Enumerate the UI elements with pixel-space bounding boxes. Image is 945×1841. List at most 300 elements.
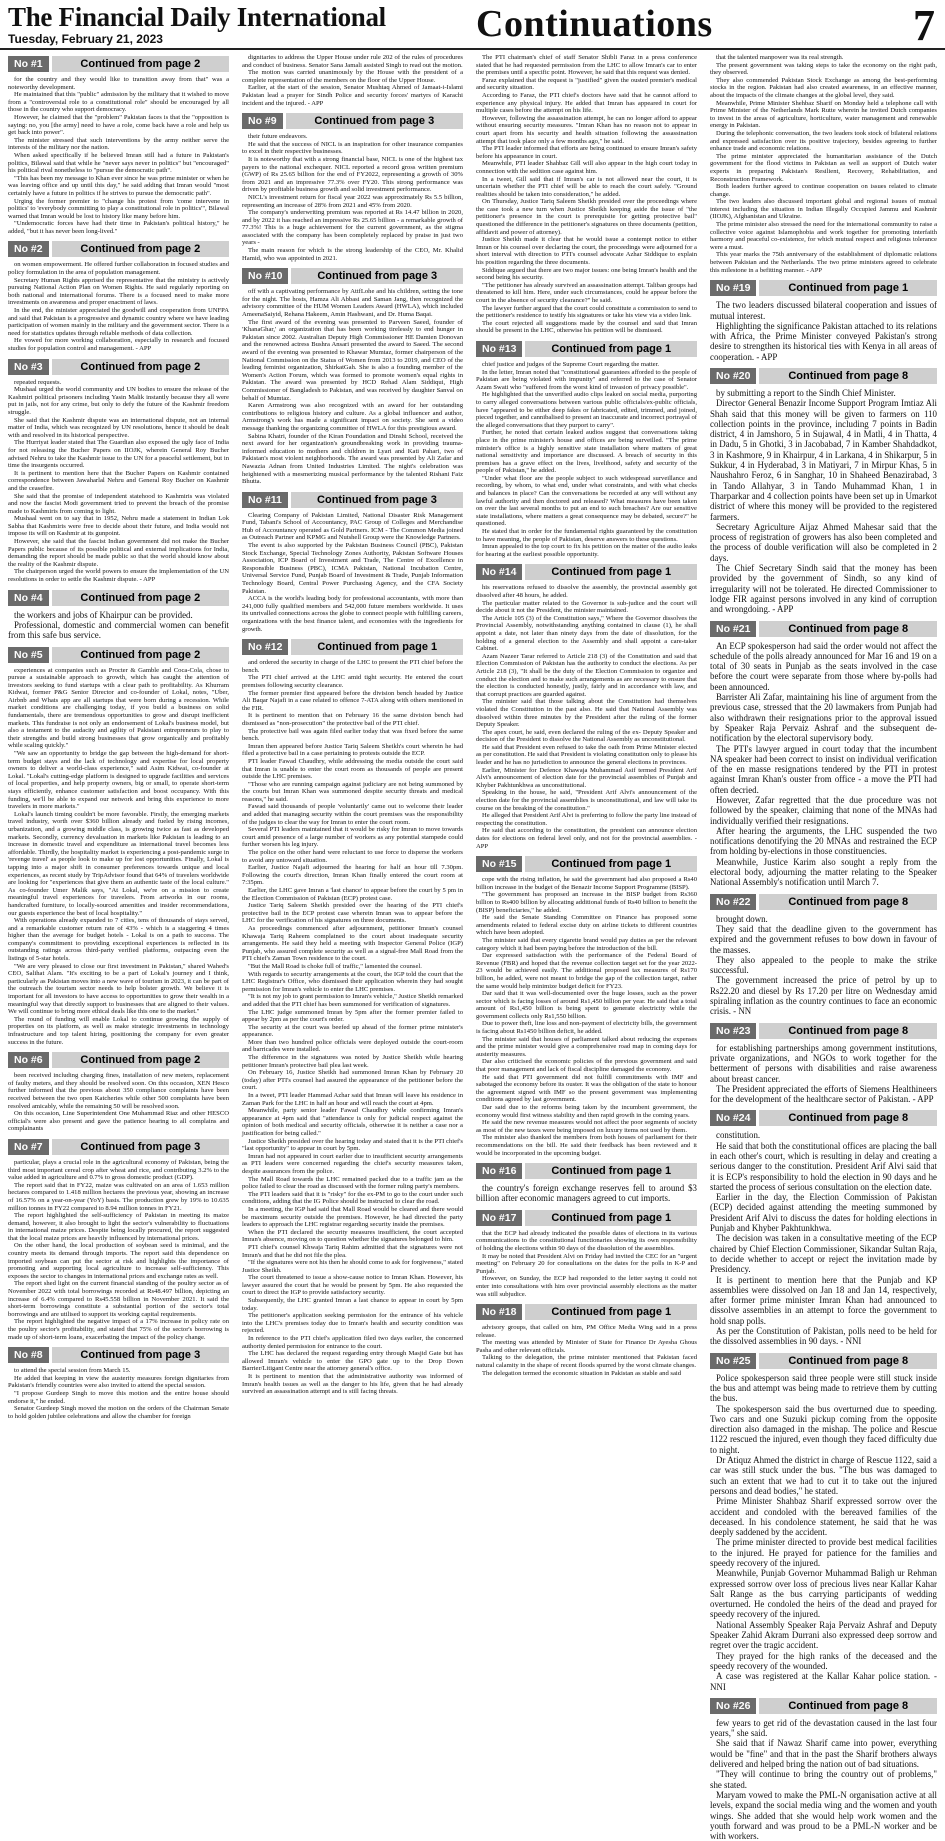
story-heading: Continued from page 3 xyxy=(291,268,463,284)
story-body xyxy=(8,76,229,235)
story-paragraph: The report highlighted the negative impact of a 17% increase in policy rate on the poultry sector's profitability, and stated that 75% of the sector's borrowing is made up of short-term loans, exacerbating the impact of the policy change. xyxy=(8,1318,229,1341)
story xyxy=(476,1210,697,1298)
story-header xyxy=(242,492,463,508)
story-paragraph: The protective bail was again filed earlier today that was fixed before the same bench. xyxy=(242,727,463,743)
story-paragraph: "We are very pleased to close our first investment in Pakistan," shared Wahed's CEO, Salihat Alam. "It's exciting to be a part of Lokal's journey and I think, particularly as Pakistan moves into a new wave of tourism in 2023, it can be part of the outreach the tourism sector needs to help bolster growth. We believe it is important for all investors to have access to opportunities to grow their wealth in a meaningful way that directly support to businesses that are aligned to their values. We will continue to bring more ethical deals like this one to the market." xyxy=(8,962,229,1016)
story-body xyxy=(242,133,463,262)
story-paragraph: They prayed for the high ranks of the deceased and the speedy recovery of the wounded. xyxy=(710,1650,937,1671)
story-paragraph: In reference to the PTI chief's application filed two days earlier, the concerned authority denied permission for entrance to the court. xyxy=(242,1335,463,1350)
story-paragraph: Imran had not appeared in court earlier due to insufficient security arrangements as PTI leaders were concerned regarding the chief's security measures taken, despite assurances from the police. xyxy=(242,1152,463,1175)
story-paragraph: The Chief Secretary Sindh said that the money has been provided by the government of Sindh, so any kind of irregularity will not be tolerated. He directed Commissioner to lodge FIR against persons involved in any kind of corruption and wrongdoing. - APP xyxy=(710,563,937,615)
story-body xyxy=(710,388,937,615)
story-paragraph: The motion was carried unanimously by the House with the president of a complete representation of the members on the floor of the Upper House. xyxy=(242,69,463,84)
story-paragraph: With operations already expanded to 7 cities, tens of thousands of stays served, and a remarkable customer return rate of 43% - which is a staggering 4 times higher than the average for budget hotels - Lokal is on a path to success. The company's commitment to providing exceptional experiences is reflected in its outstanding ratings across third-party verified platforms, outpacing even the listings of 5-star hotels. xyxy=(8,917,229,963)
story-paragraph: The minister stressed that such interventions by the army neither serve the interests of the military nor the nation. xyxy=(8,136,229,152)
story-paragraph: He vowed for more working collaboration, especially in research and focused studies for population control and management. - APP xyxy=(8,337,229,352)
story-paragraph: The former premier first appeared before the division bench headed by Justice Ali Baqar Najafi in a case related to offence 7-ATA along with others mentioned in the FIR. xyxy=(242,689,463,712)
story-paragraph: She said that the promise of independent statehood to Kashmiris was violated and now the fascist Modi government tried to prevent the breach of the promise made to Kashmiris from coming to light. xyxy=(8,492,229,515)
story-header xyxy=(710,1698,937,1714)
story-paragraph: The report highlighted the self-sufficiency of Pakistan in meeting its maize demand, however, it also brought to light the sector's vulnerability to fluctuations in international maize prices. Despite being locally procured, the report suggested that the local maize prices are heavily influenced by international prices. xyxy=(8,1212,229,1242)
story-heading: Continued from page 1 xyxy=(525,1210,697,1226)
story xyxy=(8,56,229,235)
story xyxy=(242,54,463,107)
story-paragraph: When the PTI declared the security measures insufficient, the court accepted Imran's absence, moving on to question whether the signatures belonged to him. xyxy=(242,1228,463,1244)
story-paragraph: The report said that in FY22, maize was cultivated on an area of 1.653 million hectares compared to 1.418 million hectares the previous year, showing an increase of 16.57% on a year-on-year (YoY) basis. The production grew by 19% to 10.635 million tonnes in FY22 compared to 8.94 million tonnes in FY21. xyxy=(8,1181,229,1212)
story-heading: Continued from page 1 xyxy=(525,1304,697,1320)
story-paragraph: During the telephonic conversation, the two leaders took stock of bilateral relations and expressed satisfaction over its positive trajectory, besides agreeing to further enhance trade and economic relations. xyxy=(710,129,937,153)
story-paragraph: It is pertinent to mention here that the Bucher Papers on Kashmir contained correspondence between Jawaharlal Nehru and General Roy Bucher on Kashmir and the ceasefire. xyxy=(8,469,229,492)
story-paragraph: He said that the success of NICL is an inspiration for other insurance companies to excel in their respective businesses. xyxy=(242,140,463,156)
story xyxy=(8,241,229,352)
story-paragraph: However, he claimed that the "problem" Pakistan faces is that the "opposition is saying: no, you [the army] need to have a role, come back have a role and help us get back into power". xyxy=(8,113,229,137)
story xyxy=(8,590,229,641)
story xyxy=(476,1163,697,1204)
story-number: No #23 xyxy=(710,1023,756,1039)
story-paragraph: National Assembly Speaker Raja Pervaiz Ashraf and Deputy Speaker Zahid Akram Durrani also expressed deep sorrow and regret over the tragic accident. xyxy=(710,1619,937,1651)
story xyxy=(8,1347,229,1420)
story-paragraph: for establishing partnerships among government institutions, private organizations, and NGOs to work together for the betterment of persons with disabilities and raise awareness about breast cancer. xyxy=(710,1042,937,1084)
story-paragraph: However, following the assassination attempt, he can no longer afford to appear without ensuring security measures. "Imran Khan has no reason not to appear in court apart from his security and health situation following the assassination attempt that took place only a few months ago," he said. xyxy=(476,114,697,145)
story-paragraph: The minister said that every cigarette brand would pay duties as per the relevant category which it had been paying before the introduction of the bill. xyxy=(476,936,697,952)
story-paragraph: The difference in the signatures was noted by Justice Sheikh while hearing petitioner Imran's protective bail plea last week. xyxy=(242,1054,463,1069)
story-number: No #26 xyxy=(710,1698,756,1714)
story-paragraph: brought down. xyxy=(716,913,768,924)
story-body xyxy=(710,1130,937,1346)
story-paragraph: Karen Armstrong was also recognized with an award for her outstanding contributions to religious history and culture. As a global influencer and author, Armstrong's work has made a significant impact on society. She sent a video message thanking the organizing committee of HWLA for this prestigious award. xyxy=(242,402,463,432)
story-number: No #21 xyxy=(710,621,756,637)
story-paragraph: The delegation termed the economic situation in Pakistan as stable and said xyxy=(482,1369,682,1377)
story-paragraph: Justice Sheikh presided over the hearing today and stated that it is the PTI chief's "last opportunity" to appear in court by 5pm. xyxy=(242,1137,463,1153)
story-number: No #25 xyxy=(710,1353,756,1369)
story-paragraph: The security at the court was beefed up ahead of the former prime minister's appearance. xyxy=(242,1023,463,1039)
story-paragraph: On February 16, Justice Sheikh had summoned Imran Khan by February 20 (today) after PTI's counsel had assured the appearance of the petitioner before the court. xyxy=(242,1069,463,1092)
story-paragraph: Mushaal urged the world community and UN bodies to ensure the release of the Kashmiri political prisoners including Yasin Malik instantly because they all were put in jails, not for any crime, but only to defy the future of the Kashmir freedom struggle. xyxy=(8,386,229,416)
story-paragraph: The PTI leader informed that efforts are being continued to ensure Imran's safety before his appearance in court. xyxy=(476,145,697,160)
story-paragraph: He alleged that President Arif Alvi is preferring to follow the party line instead of respecting the constitution. xyxy=(476,812,697,827)
story-number: No #9 xyxy=(242,113,283,129)
story-paragraph: The apex court, he said, even declared the ruling of the ex- Deputy Speaker and decision of the President to dissolve the National Assembly as unconstitutional. xyxy=(476,728,697,744)
story-body xyxy=(476,361,697,558)
story-number: No #17 xyxy=(476,1210,522,1226)
story xyxy=(710,1353,937,1692)
story-paragraph: Dar said that it was well-documented over the huge losses, such as the power sector which is facing losses of around Rs1,450 billion per year. He said that a total amount of Rs1,450 billion is being spent to generate electricity while the government collects only Rs1,550 billion. xyxy=(476,990,697,1020)
story-paragraph: The lawyer further argued that the court could constitute a commission to send to the petitioner's residence to testify his signatures or take his view via a video link. xyxy=(476,304,697,320)
story-body xyxy=(242,54,463,107)
story-header xyxy=(242,268,463,284)
story xyxy=(710,1698,937,1841)
story xyxy=(710,894,937,1017)
story xyxy=(476,564,697,850)
story-paragraph: Faraz explained that the request is "justified" given the ousted premier's medical and security situation. xyxy=(476,76,697,92)
story-paragraph: The chairperson urged the world powers to ensure the implementation of the UN resolutions in order to settle the Kashmir dispute. - APP xyxy=(8,568,229,584)
story-number: No #2 xyxy=(8,241,49,257)
story-paragraph: The particular matter related to the Governor is sub-judice and the court will decide about it not the President, the minister maintained. xyxy=(476,599,697,615)
story-paragraph: He said that both the constitutional offices are placing the ball in each other's court, which is resulting in delay and creating a serious danger to the constitution. President Arif Alvi said that it is ECP's responsibility to hold the election in 90 days and he started the process of serious consultation on the election date. xyxy=(710,1140,937,1192)
story-number: No #16 xyxy=(476,1163,522,1179)
story-heading: Continued from page 8 xyxy=(759,1023,937,1039)
story-paragraph: "If the signatures were not his then he should come to ask for forgiveness," stated Justice Sheikh. xyxy=(242,1259,463,1274)
story-header xyxy=(710,368,937,384)
story-paragraph: Maryam vowed to make the PML-N organisation active at all levels, expand the social media wing and the women and youth wings. She added that she would help work women and the youth forward and was proud to be a PML-N worker and be with workers. xyxy=(710,1789,937,1841)
story-heading: Continued from page 3 xyxy=(52,1139,229,1155)
story-paragraph: The main reason for which is the strong leadership of the CEO, Mr. Khalid Hamid, who was appointed in 2021. xyxy=(242,247,463,262)
story-paragraph: "We saw an opportunity to bridge the gap between the high-demand for short-term budget stays and the lack of technology and expertise for local property owners to deliver a world-class experience," said Asim Kidwai, co-founder at Lokal. "Lokal's cutting-edge platform is designed to upgrade facilities and services of local properties, and help property owners, big or small, to operate short-term stays efficiently, enhance customer satisfaction and boost occupancy. With this funding, we'll be able to expand our network and bring this experience to more travelers in more markets." xyxy=(8,750,229,811)
story-number: No #1 xyxy=(8,56,49,72)
story-paragraph: Prime Minister Shahbaz Sharif expressed sorrow over the accident and condoled with the bereaved families of the deceased. In his condolence statement, he said that he was deeply saddened by the accident. xyxy=(710,1496,937,1538)
story-paragraph: This year marks the 75th anniversary of the establishment of diplomatic relations between Pakistan and the Netherlands. The two prime ministers agreed to celebrate this milestone in a befitting manner. - APP xyxy=(710,251,937,274)
story-number: No #5 xyxy=(8,647,49,663)
story-paragraph: The Hurriyat leader stated that The Guardian also exposed the ugly face of India for not releasing the Bucher Papers on IIOJK, wherein General Roy Bucher advised Nehru to take the Kashmir issue to the UN for a peaceful settlement, but in time the insurgents occurred. xyxy=(8,439,229,470)
story-paragraph: the country's foreign exchange reserves fell to around $3 billion after economic managers agreed to cut imports. xyxy=(476,1183,697,1204)
story-header xyxy=(710,1110,937,1126)
story-header xyxy=(8,1052,229,1068)
story-number: No #4 xyxy=(8,590,49,606)
story-paragraph: The LHC judge summoned Imran by 5pm after the former premier failed to appear by 2pm as per the court's order. xyxy=(242,1008,463,1024)
story-paragraph: Earlier, Justice Najafi adjourned the hearing for half an hour till 7.30pm. Following the court's direction, Imran Khan finally entered the court room at 7:35pm. xyxy=(242,864,463,887)
story xyxy=(710,368,937,615)
story-paragraph: off with a captivating performance by AttfLohe and his children, setting the tone for the night. The hosts, Hamza Ali Abbasi and Saman Jang, then recognized the advisory committee of the HUM Women Leaders Award (HWLA), which included AmeenaSaiyid, Rehana Hakeem, Amin Hashwani, and Dr. Huma Baqai. xyxy=(242,288,463,319)
story-paragraph: ACCA is the world's leading body for professional accountants, with more than 241,000 fully qualified members and 542,000 future members worldwide. It uses its unrivalled connections across the globe to connect people with fulfilling careers, organizations with the best finance talent, and economies with the ingredients for growth. xyxy=(242,595,463,633)
story-paragraph: The round of funding will enable Lokal to continue growing the supply of properties on its platform, as well as make strategic investments in technology infrastructure and top talent hiring, positioning the company for even greater success in the future. xyxy=(8,1015,229,1046)
story-heading: Continued from page 8 xyxy=(759,621,937,637)
story-paragraph: that the talented manpower was its real strength. xyxy=(716,54,844,61)
story-paragraph: He added that keeping in view the austerity measures foreign dignitaries from Pakistan's friendly countries were also invited to attend the special session. xyxy=(8,1374,229,1390)
story-body xyxy=(8,667,229,1047)
story-paragraph: He maintained that this "public" admission by the military that it wished to move from a "controversial role to a constitutional role" should be encouraged by all those in the country who support democracy. xyxy=(8,91,229,114)
story-header xyxy=(710,1353,937,1369)
story-paragraph: Secretary Human Rights apprised the representative that the ministry is actively pursuing National Action Plan on Women Rights. He said regularly reporting on both national and international forums. There is a focused need to make more investments on awareness and proper enactment of laws. xyxy=(8,276,229,307)
story-paragraph: The spokesperson said the bus overturned due to speeding. Two cars and one Suzuki pickup coming from the opposite direction also damaged in the mishap. The police and Rescue 1122 rescued the injured, even though they faced difficulty due to night. xyxy=(710,1403,937,1455)
story-paragraph: The Mall Road towards the LHC remained packed due to a traffic jam as the police failed to clear the road as discussed with the former ruling party's members. xyxy=(242,1175,463,1191)
story-paragraph: The PTI chief arrived at the LHC amid tight security. He entered the court premises following security clearance. xyxy=(242,674,463,689)
story-paragraph: On this occasion, Line Superintendent One Muhammad Riaz and other HESCO official's were also present and gave the patience hearing to all complains and complainants xyxy=(8,1110,229,1133)
story-number: No #6 xyxy=(8,1052,49,1068)
story-paragraph: The minister said that those talking about the Constitution had themselves violated the Constitution in the past also. He said that National Assembly was dissolved within three minutes by the President after the ruling of the former Deputy Speaker. xyxy=(476,698,697,729)
story xyxy=(242,268,463,485)
story-paragraph: Clearing Company of Pakistan Limited, National Disaster Risk Management Fund, Tabani's School of Accountancy, PAC Group of Colleges and Merchandise Hub of Accountancy operated as Gold Partners. ICM - The Common Media joined as Outreach Partner and KPMG and Nutshell Group were the Knowledge Partners. xyxy=(242,511,463,542)
story-body xyxy=(476,876,697,1157)
story-paragraph: the workers and jobs of Khairpur can be provided. xyxy=(14,609,193,620)
story-paragraph: The minister also thanked the members from both houses of parliament for their recommendations on the bill. He said their feedback has been reviewed and it would be incorporated in the upcoming budget. xyxy=(476,1134,697,1157)
story-paragraph: An ECP spokesperson had said the order would not affect the schedule of the polls already announced for Mar 16 and 19 on a total of 30 seats in Punjab as the seats involved in the case before the court were separate from those where by-polls had been announced. xyxy=(710,640,937,692)
story-header xyxy=(8,647,229,663)
story-paragraph: PTI leader Fawad Chaudhry, while addressing the media outside the court said that Imran is unable to enter the court room as thousands of people are present outside the LHC premises. xyxy=(242,757,463,781)
story xyxy=(242,639,463,1396)
story-body xyxy=(8,1367,229,1420)
story-header xyxy=(8,56,229,72)
story-paragraph: The company's underwriting premium was reported at Rs 14.47 billion in 2020, and by 2022 it has reached an impressive Rs 25.65 billion - a remarkable growth of 77.3%! This is a huge achievement for the current government, as the stigma associated with the company has been completely replaced by praise in just two years - xyxy=(242,209,463,247)
story-paragraph: Due to power theft, line loss and non-payment of electricity bills, the government is facing about Rs1450 billion deficit, he added. xyxy=(476,1020,697,1036)
story-paragraph: The first award of the evening was presented to Parveen Saeed, founder of 'KhanaGhar,' an organization that has been working tirelessly to end hunger in Pakistan since 2002. Australian Deputy High Commissioner HE Damien Donovan and the renowned actress Bushra Ansari presented the award to Saeed. The second award of the evening was presented to Khawar Mumtaz, former chairperson of the National Commission on the Status of Women from 2013 to 2019, and CEO of the leading feminist organization, ShirkatGah. She is also a founding member of the Women's Action Forum, which was formed to promote women's equal rights in Pakistan. The award was presented by HCD Rehad Alam Siddiqui, High Commissioner of Bangladesh to Pakistan, and was received by daughter Sanval on behalf of Mumtaz. xyxy=(242,318,463,402)
story-paragraph: The President appreciated the efforts of Siemens Healthineers for the development of the healthcare sector of Pakistan. - APP xyxy=(710,1083,937,1105)
story-header xyxy=(710,894,937,910)
story-paragraph: Meanwhile, Prime Minister Shehbaz Sharif on Monday held a telephone call with Prime Minister of the Netherlands Mark Rutte wherein he invited Dutch companies to invest in the areas of agriculture, horticulture, water management and renewable energy in Pakistan. xyxy=(710,99,937,130)
story-paragraph: "The government has proposed an increase in the BISP budget from Rs360 billion to Rs400 billion by allocating additional funds of Rs40 billion to benefit the (BISP) beneficiaries," he added. xyxy=(476,891,697,914)
story-body xyxy=(242,512,463,634)
story-header xyxy=(8,590,229,606)
story-paragraph: chief justice and judges of the Supreme Court regarding the matter. xyxy=(482,360,660,368)
story-heading: Continued from page 8 xyxy=(759,368,937,384)
story-paragraph: A case was registered at the Kallar Kahar police station. - NNI xyxy=(710,1671,937,1692)
story-body xyxy=(8,261,229,352)
story-body xyxy=(8,1072,229,1133)
story-paragraph: Urging the former premier to "change his protest from 'come intervene in politics' to 'everybody committing to play a constitutional role in politics'", Bilawal warned that Imran would be lost to history like many before him. xyxy=(8,197,229,220)
story-paragraph: The present government was taking steps to take the economy on the right path, they observed. xyxy=(710,61,937,77)
story-heading: Continued from page 8 xyxy=(759,1353,937,1369)
story xyxy=(8,647,229,1047)
story-paragraph: However, on Sunday, the ECP had responded to the letter saying it could not enter into consultations with him over provincial assembly elections as the matter was still subjudice. xyxy=(476,1275,697,1298)
story-heading: Continued from page 2 xyxy=(52,1052,229,1068)
story-body xyxy=(710,300,937,362)
story-body xyxy=(476,584,697,850)
story-paragraph: constitution. xyxy=(716,1130,761,1141)
story-paragraph: "They will continue to bring the country out of problems," she stated. xyxy=(710,1769,937,1790)
column-3 xyxy=(476,54,697,1527)
story-paragraph: She said that if Nawaz Sharif came into power, everything would be "fine" and that in the past the Sharif brothers always delivered and helped bring the nation out of bad situations. xyxy=(710,1738,937,1770)
story-paragraph: The two leaders also discussed important global and regional issues of mutual interest including the situation in Indian Illegally Occupied Jammu and Kashmir (IIOJK), Afghanistan and Ukraine. xyxy=(710,198,937,221)
story-header xyxy=(476,1210,697,1226)
story-paragraph: It is pertinent to mention here that the Punjab and KP assemblies were dissolved on Jan 18 and Jan 14, respectively, after former prime minister Imran Khan had announced to dissolve assemblies in an attempt to force the government to hold snap polls. xyxy=(710,1274,937,1326)
story-paragraph: He said that President even refused to take the oath from Prime Minister elected as per constitution. He said that President is violating constitution only to please his leader and he has no jurisdiction to announce the general elections in provinces. xyxy=(476,743,697,767)
newspaper-title: The Financial Daily International xyxy=(8,2,386,32)
story-paragraph: Dar expressed satisfaction with the performance of the Federal Board of Revenue (FBR) and hoped that the revenue collection target set for the year 2022-23 would be achieved easily. The additional proposed tax measures of Rs170 billion, he added, were not meant to bridge the gap of the collection target, rather the same would help minimize budget deficit for FY23. xyxy=(476,952,697,990)
story-paragraph: that the ECP had already indicated the possible dates of elections in its various communications to the constitutional functionaries showing its own responsibility of holding the elections within 90 days of the dissolution of the assemblies. xyxy=(476,1229,697,1252)
story-paragraph: Justice Tariq Saleem Sheikh presided over the hearing of the PTI chief's protective bail in the ECP protest case wherein Imran was to appear before the LHC for the verification of his signatures on three documents. xyxy=(242,902,463,925)
story-paragraph: Director General Benazir Income Support Program Imtiaz Ali Shah said that this money will be given to farmers on 110 collection points in the province, including 7 points in Badin district, 4 in Jamshoro, 5 in Sujawal, 4 in Matli, 4 in Thatta, 4 in Dadu, 5 in Ghotki, 3 in Jacobabad, 7 in Kamber Shahdadkot, 3 in Kashmore, 9 in Khairpur, 4 in Larkana, 4 in Shikarpur, 5 in Sukkur, 4 in Hyderabad, 3 in Matiyari, 7 in Mirpur Khas, 5 in Naushahro Feroz, 6 in Sanghar, 10 in Shaheed Benazirabad, 3 in Tando Allahyar, 3 in Tando Muhammad Khan, 1 in Tharparkar and 4 collection points have been set up in Umarkot district of where this money will be provided to the registered farmers. xyxy=(710,398,937,522)
story-paragraph: Further, he noted that certain leaked audios suggest that conversations taking place in the prime minister's house and offices are being surveilled. "The prime minister's office is a highly sensitive state installation where matters of great national sensitivity and importance are discussed. A breach of security in this premises has a grave effect on the lives, livelihood, safety and security of the people of Pakistan," he added. xyxy=(476,429,697,475)
story-paragraph: He said the Senate Standing Committee on Finance has proposed some amendments related to federal excise duty on airline tickets to different countries which have been adopted. xyxy=(476,914,697,937)
story-paragraph: "I propose Gurdeep Singh to move this motion and the entire house should endorse it," he ended. xyxy=(8,1389,229,1405)
story-paragraph: They said that the deadline given to the government has expired and the government refuses to bow down in favour of the masses. xyxy=(710,923,937,955)
story-paragraph: for the country and they would like to transition away from that" was a noteworthy development. xyxy=(8,76,229,91)
story-number: No #10 xyxy=(242,268,288,284)
story-heading: Continued from page 2 xyxy=(52,647,229,663)
story-paragraph: Talking to the delegation, the prime minister mentioned that Pakistan faced natural calamity in the shape of recent floods spurred by the worst climate changes. xyxy=(476,1354,697,1370)
story-paragraph: He stated that in order for the fundamental rights guaranteed by the constitution to have meaning, the people of Pakistan, deserve answers to these questions. xyxy=(476,528,697,543)
story-paragraph: "It is not my job to grant permission to Imran's vehicle," Justice Sheikh remarked and added that the PTI chief has been summoned for verification of signatures. xyxy=(242,993,463,1008)
story-number: No #14 xyxy=(476,564,522,580)
story-paragraph: Earlier, the LHC gave Imran a 'last chance' to appear before the court by 5 pm in the Election Commission of Pakistan (ECP) protest case. xyxy=(242,887,463,902)
story-body xyxy=(710,1043,937,1105)
story-paragraph: The two leaders discussed bilateral cooperation and issues of mutual interest. xyxy=(710,300,937,321)
story-paragraph: In a tweet, Gill said that if Imran's car is not allowed near the court, it is uncertain whether the PTI chief will be able to reach the court safely. "Ground realities should be taken into consideration," he added. xyxy=(476,175,697,198)
story-paragraph: "Those who are running campaign against judiciary are not being summoned by the courts but Imran Khan was summoned despite security threats and medical reasons," he said. xyxy=(242,780,463,803)
story-paragraph: The government increased the price of petrol by up to Rs22.20 and diesel by Rs 17.20 per litre on Wednesday amid spiraling inflation as the country continues to face an economic crisis. - NN xyxy=(710,975,937,1017)
story-paragraph: Earlier in the day, the Election Commission of Pakistan (ECP) decided against attending the meeting summoned by President Arif Alvi to discuss the dates for holding elections in Punjab and Khyber Pakhtunkhwa. xyxy=(710,1192,937,1234)
story-heading: Continued from page 8 xyxy=(759,894,937,910)
story-paragraph: Mushaal went on to say that in 1952, Nehru made a statement in Indian Lok Sabha that Kashmiris were free to decide about their future, and India would not impose its will on Kashmir at its gunpoint. xyxy=(8,515,229,538)
story-header xyxy=(476,341,697,357)
story-paragraph: The event is also supported by the Pakistan Business Council (PBC), Pakistan Stock Exchange, Special Technology Zones Authority, Pakistan Software Houses Association, ICP Board of Investment and Trade, The Centre of Excellence in Responsible Business (PBC), ICMA Pakistan, National Incubation Centre, Universal Service Fund, Punjab Board of Investment & Trade, Punjab Information Technology Board, Central Power Purchasing Agency, and the CFA Society Pakistan. xyxy=(242,542,463,595)
story-heading: Continued from page 3 xyxy=(291,492,463,508)
story xyxy=(710,280,937,362)
story-paragraph: They also appealed to the people to make the strike successful. xyxy=(710,954,937,976)
story-paragraph: PTI chief's counsel Khwaja Tariq Rahim admitted that the signatures were not Imran's and that he did not file the plea. xyxy=(242,1243,463,1259)
story-paragraph: Justice Sheikh made it clear that he would issue a contempt notice to either Imran or his counsel over declaring the court, the proceedings were adjourned for a short interval with direction to PTI's counsel advocate Azhar Siddique to explain his position regarding the three documents. xyxy=(476,236,697,267)
story xyxy=(242,113,463,262)
story-body xyxy=(242,659,463,1396)
story-paragraph: He said the new revenue measures would not affect the poor segments of society as most of the new taxes were being imposed on luxury items not used by them. xyxy=(476,1119,697,1134)
story-number: No #22 xyxy=(710,894,756,910)
story-paragraph: He said that PTI government did not fulfill commitments with IMF and sabotaged the economy before its ouster. It was the obligation of the state to honour the agreement signed with IMF so the present government was implementing conditions agreed by last government. xyxy=(476,1073,697,1104)
story-paragraph: The prime minister directed to provide best medical facilities to the injured. He prayed for patience for the families and speedy recovery of the injured. xyxy=(710,1537,937,1568)
story-number: No #11 xyxy=(242,492,288,508)
story-number: No #13 xyxy=(476,341,522,357)
story-body xyxy=(710,914,937,1017)
story-paragraph: The petitioner's application seeking permission for the entrance of his vehicle into the LHC's premises today due to Imran's health and security condition was rejected. xyxy=(242,1312,463,1335)
story-paragraph: However, she said that the fascist Indian government did not make the Bucher Papers public because of its possible political and external implications for India, demanding the report should be made public so that the world should know about the reality of the Kashmir dispute. xyxy=(8,538,229,568)
story-paragraph: The LHC has declared the request regarding entry through Masjid Gate but has allowed Imran's vehicle to enter the GPO gate up to the Drop Down Barrier/Litigant Centre near the attorney general's office. xyxy=(242,1350,463,1373)
story-paragraph: Azam Nazeer Tarar referred to Article 218 (3) of the Constitution and said that Election Commission of Pakistan has the authority to conduct the elections. As per Article 218 (3), "It shall be the duty of the Election Commission to organize and conduct the election and to make such arrangements as are necessary to ensure that the election is conducted honestly, justly, fairly and in accordance with law, and that corrupt practices are guarded against. xyxy=(476,652,697,698)
issue-date: Tuesday, February 21, 2023 xyxy=(8,32,163,46)
story-paragraph: particular, plays a crucial role in the agricultural economy of Pakistan, being the third most important cereal crop after wheat and rice, and contributing 3.2% to the value added in agriculture and 0.7% to gross domestic product (GDP). xyxy=(8,1158,229,1182)
story xyxy=(710,1110,937,1346)
story-number: No #18 xyxy=(476,1304,522,1320)
story-body xyxy=(8,1159,229,1341)
story-paragraph: The police on the other hand were reluctant to use force to disperse the workers to avoid any untoward situation. xyxy=(242,849,463,864)
story-heading: Continued from page 2 xyxy=(52,359,229,375)
story-heading: Continued from page 1 xyxy=(291,639,463,655)
story-heading: Continued from page 8 xyxy=(759,1110,937,1126)
story-paragraph: been received including charging fines, installation of new meters, replacement of faulty meters, and they should be resolved soon. On this occasion, XEN Hesco further informed that the previous about 350 compliance complaints have been received between the two open Katcheries while other 500 complaints have been resolved amicably, while the remaining 50 will be resolved soon. xyxy=(8,1072,229,1110)
story-body xyxy=(8,379,229,584)
story-paragraph: Sabina Khatri, founder of the Kiran Foundation and Dinshi School, received the next award for her organization's groundbreaking work in providing trauma-informed education to mothers and children in Lyari and Kati Pahari, two of Pakistan's most violent neighborhoods. The award was presented by Ali Zafar and Nawazia Adnan from United Industries Limited. The night's celebration was heightened with a mesmerizing musical performance by the talented Rishani Faiz Bhutta. xyxy=(242,432,463,486)
story xyxy=(476,856,697,1157)
column-4 xyxy=(710,54,937,1841)
story-header xyxy=(242,639,463,655)
story-paragraph: It is pertinent to mention that the administrative authority was informed of Imran's health issues as well as the danger to his life, given that he had already survived an assassination attempt and is still facing threats. xyxy=(242,1373,463,1396)
story-header xyxy=(476,564,697,580)
story-paragraph: "The petitioner has already survived an assassination attempt. Taliban groups had threatened to kill him. Here, under such circumstances, could he appear before the court in the absence of security clearance?" he said. xyxy=(476,281,697,304)
story xyxy=(710,1023,937,1105)
story-paragraph: "This has been my message to Khan ever since he was prime minister or when he was leaving office and up until this day," he said adding that Imran would "most certainly have a future in politics if he strives to pursue the democratic path". xyxy=(8,174,229,197)
story-paragraph: Both leaders further agreed to continue cooperation on issues related to climate change. xyxy=(710,183,937,198)
story-paragraph: Dar also criticised the economic policies of the previous government and said that poor management and lack of fiscal discipline damaged the economy. xyxy=(476,1058,697,1074)
story-paragraph: Lokal's launch timing couldn't be more favorable. Firstly, the emerging markets travel industry, worth over $360 billion already and fueled by rising incomes, urbanization, and a growing middle class, is growing twice as fast as developed markets. Secondly, currency devaluation in markets like Pakistan is leading to an increase in domestic travel and expenditure as international travel becomes less affordable. Thirdly, the hospitality market is experiencing a post-pandemic surge in 'revenge travel' as people look to make up for lost opportunities. Finally, Lokal is tapping into a major shift in consumer preferences towards unique and local experiences, as recent study by TripAdvisor found that 64% of travelers worldwide are looking for "experiences that give them an authentic taste of the local culture." As co-founder Umer Malik says, "At Lokal, we're on a mission to create meaningful travel experiences for travelers. From artworks in our rooms, handcrafted furniture, to locally-sourced amenities and insider recommendations, our guests experience the best of local hospitality." xyxy=(8,810,229,917)
story-paragraph: Barrister Ali Zafar, maintaining his line of argument from the previous case, stressed that the 20 lawmakers from Punjab had also withdrawn their resignations prior to the approval issued by Speaker Raja Pervaiz Ashraf and the subsequent de-notification by the electoral supervisory body. xyxy=(710,692,937,744)
story-number: No #12 xyxy=(242,639,288,655)
story-paragraph: Several PTI leaders maintained that it would be risky for Imran to move towards court amid presence of a large number of workers as any potential stampede could further worsen his leg injury. xyxy=(242,826,463,849)
column-1 xyxy=(8,54,229,1527)
story-body xyxy=(242,288,463,485)
story-paragraph: However, Zafar regretted that the due procedure was not followed by the speaker, claiming that none of the MNAs had individually verified their resignations. xyxy=(710,794,937,826)
story-heading: Continued from page 1 xyxy=(525,564,697,580)
story-body xyxy=(476,1230,697,1298)
story-paragraph: to attend the special session from March 15. xyxy=(14,1367,131,1375)
story-heading: Continued from page 8 xyxy=(759,1698,937,1714)
story-paragraph: The minister said that houses of parliament talked about reducing the expenses and the prime minister would give a comprehensive road map in coming days for austerity measures. xyxy=(476,1035,697,1058)
story-header xyxy=(710,280,937,296)
story-paragraph: The court rejected all suggestions made by the counsel and said that Imran should be present in the LHC, otherwise his petition will be dismissed. xyxy=(476,319,697,335)
story-paragraph: on women empowerment. He offered further collaboration in focused studies and policy formulation in the area of population management. xyxy=(8,261,229,277)
story-paragraph: It is pertinent to mention that on February 16 the same division bench had dismissed as "non-prosecution" the protective bail of the PTI chief. xyxy=(242,712,463,727)
story-paragraph: It may be noted that President Alvi on Friday had invited the CEC for an "urgent meeting" on February 20 for consultations on the dates for the polls in K-P and Punjab. xyxy=(476,1252,697,1275)
story-paragraph: On Thursday, Justice Tariq Saleem Sheikh presided over the proceedings where the case took a new turn when Justice Sheikh keeping aside the issue of "the petitioner's presence in the court is prerequisite for getting protective bail" questioned the difference in the petitioner's signatures on three documents (petition, affidavit and power of attorney). xyxy=(476,198,697,236)
story-paragraph: experiences at companies such as Procter & Gamble and Coca-Cola, chose to pursue a sustainable approach to growth, which has caught the attention of investors seeking to fund startups with a clear path to profitability. As Khurram Kidwai, former P&G Senior Director and co-founder of Lokal, notes, "Uber, Airbnb and Whats app are all startups that were born during a recession. While market conditions are challenging today, if you build a business on solid fundamentals, there are tremendous opportunities to grow and disrupt inefficient markets. This fundraise is not only an endorsement of Lokal's business model, but also a testament to the audacity and agility of Pakistani entrepreneurs to play to their strengths and build strong businesses that grow organically and profitably while scaling quickly." xyxy=(8,666,229,750)
story-paragraph: Earlier, Minister for Defence Khawaja Muhammad Asif termed President Arif Alvi's announcement of election date for the provincial assemblies of Punjab and Khyber Pakhtunkhwa as unconstitutional. xyxy=(476,766,697,789)
story-paragraph: Meanwhile, PTI leader Shahbaz Gill will also appear in the high court today in connection with the sedition case against him. xyxy=(476,160,697,175)
column-2 xyxy=(242,54,463,1527)
story-paragraph: advisory groups, that called on him, PM Office Media Wing said in a press release. xyxy=(476,1324,697,1339)
story xyxy=(8,359,229,584)
story-paragraph: After hearing the arguments, the LHC suspended the two notifications denotifying the 20 MNAs and restrained the ECP from holding by-elections in those constituencies. xyxy=(710,825,937,857)
story-header xyxy=(8,1347,229,1363)
story-paragraph: The court threatened to issue a show-cause notice to Imran Khan. However, his lawyer assured the court that he would be present by 5pm. He also requested the court to direct the IGP to provide satisfactory security. xyxy=(242,1274,463,1297)
story xyxy=(476,54,697,335)
story-heading: Continued from page 1 xyxy=(525,341,697,357)
story xyxy=(710,621,937,888)
story-paragraph: their future endeavors. xyxy=(248,133,308,141)
story-number: No #15 xyxy=(476,856,522,872)
story-paragraph: In a meeting, the IGP had said that Mall Road would be cleared and there would be maximum security outside the premises. However, he had directed the party leaders to approach the LHC registrar regarding security inside the premises. xyxy=(242,1205,463,1229)
story-paragraph: The PTI's lawyer argued in court today that the incumbent NA speaker had been correct to insist on individual verification of the en masse resignations tendered by the PTI in protest against Imran Khan's ouster from office - a move the PTI had often decried. xyxy=(710,743,937,795)
story-paragraph: The decision was taken in a consultative meeting of the ECP chaired by Chief Election Commissioner, Sikandar Sultan Raja, to decide whether to accept or reject the invitation made by Presidency. xyxy=(710,1233,937,1275)
story-paragraph: Siddique argued that there are two major issues: one being Imran's health and the second being his security. xyxy=(476,266,697,282)
story-body xyxy=(476,1324,697,1377)
story-paragraph: Imran appealed to the top court to fix his petition on the matter of the audio leaks for hearing at the earliest possible opportunity. xyxy=(476,543,697,558)
story-paragraph: Dar said due to the reforms being taken by the incumbent government, the economy would first witness stability and then rapid growth in the coming years. xyxy=(476,1104,697,1119)
story-paragraph: On the other hand, the local production of soybean seed is minimal, and the country meets its demand through imports. The report said this dependence on imported soybean can put the sector at risk and highlights the importance of promoting and supporting local agriculture to increase self-sufficiency. This exposes the sector to changes in international prices and exchange rates as well. xyxy=(8,1242,229,1280)
story-paragraph: In the end, the minister appreciated the goodwill and cooperation from UNFPA and said that Pakistan is a progressive and dynamic country where we have leading participation of women mainly in the military and the government sector. There is a need for statistics updates through reliable methods of data collection. xyxy=(8,307,229,337)
story xyxy=(476,1304,697,1377)
story-paragraph: When asked specifically if he believed Imran still had a future in Pakistan's politics, Bilawal said that while he "never says never in politics" but "encouraged" his political rival nonetheless to "pursue the democratic path". xyxy=(8,151,229,175)
story-paragraph: Secretary Agriculture Aijaz Ahmed Mahesar said that the process of registration of growers has also been completed and the process of double verification will also be completed in 2 days. xyxy=(710,521,937,563)
story-paragraph: Highlighting the significance Pakistan attached to its relations with Africa, the Prime Minister conveyed Pakistan's strong desire to strengthen its historical ties with Kenya in all areas of cooperation. - APP xyxy=(710,320,937,362)
story-number: No #24 xyxy=(710,1110,756,1126)
story-paragraph: dignitaries to address the Upper House under rule 202 of the rules of procedures and conduct of business. Senator Sana Jamali assisted Singh to read out the motion. xyxy=(242,54,463,69)
story-paragraph: In a tweet, PTI leader Hammad Azhar said that Imran will leave his residence in Zaman Park for the LHC in half an hour and will reach the court at 4pm. xyxy=(242,1092,463,1107)
story-paragraph: few years to get rid of the devastation caused in the last four years," she said. xyxy=(710,1717,937,1739)
story-header xyxy=(476,1163,697,1179)
story-paragraph: by submitting a report to the Sindh Chief Minister. xyxy=(716,388,896,398)
story-heading: Continued from page 1 xyxy=(525,856,697,872)
story-paragraph: Senator Gurdeep Singh moved the motion on the orders of the Chairman Senate to hold golden jubilee celebrations and allow the chamber for foreign xyxy=(8,1405,229,1420)
story-paragraph: Meanwhile, Justice Karim also sought a reply from the electoral body, adjourning the matter relating to the Speaker National Assembly's notification until March 7. xyxy=(710,856,937,888)
story-paragraph: The meeting was attended by Minister of State for Finance Dr Ayesha Ghous Pasha and other relevant officials. xyxy=(476,1339,697,1354)
story-paragraph: "Under what floor are the people subject to such widespread surveillance and recording, by whom, to what end, under what constraints, and with what checks and balances in place? Can the conversations be recorded at any will without any lawful authority and then doctored and released? What measures have been taken on over the last several months to put an end to such breaches? Are our sensitive state installations, where matters a great consequence may be debated, secure?" he questioned. xyxy=(476,474,697,528)
story-number: No #7 xyxy=(8,1139,49,1155)
story-header xyxy=(8,241,229,257)
story-number: No #19 xyxy=(710,280,756,296)
story-number: No #3 xyxy=(8,359,49,375)
story-paragraph: They also commended Pakistan Stock Exchange as among the best-performing stocks in the region. Pakistan had also created awareness, in an effective manner, about the impacts of the climate changes at the global level, they said. xyxy=(710,76,937,99)
story-paragraph: cope with the rising inflation, he said the government had also proposed a Rs40 billion increase in the budget of the Benazir Income Support Programme (BISP). xyxy=(476,876,697,891)
story-heading: Continued from page 2 xyxy=(52,590,229,606)
story-paragraph: The PTI leaders said that it is "risky" for the ex-PM to go to the court under such conditions, adding that the IG Police should be instructed to clear the road. xyxy=(242,1190,463,1206)
story-body xyxy=(476,1183,697,1204)
story-paragraph: Fawad said thousands of people 'voluntarily' came out to welcome their leader and added that managing security within the court premises was the responsibility of the judges to clear the way for Imran to enter the court room. xyxy=(242,803,463,826)
story-body xyxy=(476,54,697,335)
story-paragraph: Police spokesperson said three people were still stuck inside the bus and attempt was being made to retrieve them by cutting the bus. xyxy=(710,1372,937,1404)
story-paragraph: Subsequently, the LHC granted Imran a last chance to appear in court by 5pm today. xyxy=(242,1297,463,1312)
story xyxy=(8,1052,229,1133)
story-paragraph: As per the Constitution of Pakistan, polls need to be held for the dissolved assemblies in 90 days. - NNI xyxy=(710,1326,937,1347)
story-number: No #8 xyxy=(8,1347,49,1363)
story-paragraph: repeated requests. xyxy=(14,378,62,386)
story-paragraph: Meanwhile, Punjab Governor Muhammad Baligh ur Rehman expressed sorrow over loss of precious lives near Kallar Kahar Salt Range as the bus carrying participants of wedding overturned. He condoled the heirs of the dead and prayed for speedy recovery of the injured. xyxy=(710,1568,937,1620)
story-paragraph: The PTI chairman's chief of staff Senator Shibli Faraz in a press conference stated that he had requested permission from the LHC to allow Imran's car to enter the premises until a specific point. However, he said that this request was denied. xyxy=(476,54,697,77)
story-header xyxy=(710,621,937,637)
story-paragraph: More than two hundred police officials were deployed outside the court-room and barricades were installed. xyxy=(242,1038,463,1054)
story-body xyxy=(8,610,229,641)
story xyxy=(476,341,697,558)
story-header xyxy=(8,359,229,375)
story-paragraph: He said that according to the constitution, the president can announce election dates for elections on federal level only, and not for the provincial assemblies. - APP xyxy=(476,827,697,850)
story-heading: Continued from page 3 xyxy=(52,1347,229,1363)
story-header xyxy=(710,1023,937,1039)
story-number: No #20 xyxy=(710,368,756,384)
story-paragraph: According to Faraz, the PTI chief's doctors have said that he cannot afford to experience any physical injury. He added that Imran has appeared in court for multiple cases before the attempt on his life. xyxy=(476,91,697,115)
